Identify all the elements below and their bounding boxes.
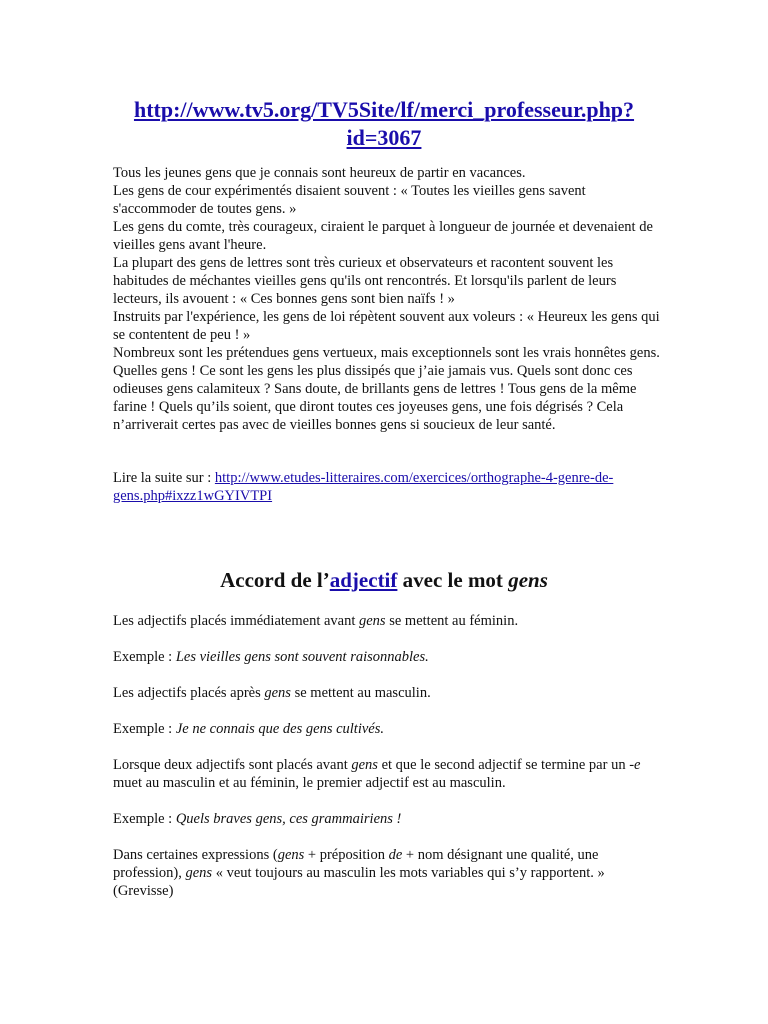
source-url-heading — [110, 96, 658, 152]
example-text: Je ne connais que des gens cultivés. — [175, 721, 384, 737]
example-label: Exemple : — [113, 811, 176, 827]
example-paragraph — [113, 648, 663, 666]
intro-line: Les gens du comte, très courageux, ciraient le parquet à longueur de journée et devenaient de vieilles gens avant l'heure. — [113, 219, 653, 253]
source-url-link[interactable] — [134, 97, 634, 150]
rule-text: Les adjectifs placés immédiatement avant — [113, 613, 359, 629]
example-paragraph — [113, 810, 663, 828]
rule-paragraph — [113, 756, 663, 792]
example-text: Les vieilles gens sont souvent raisonnables. — [175, 649, 429, 665]
intro-paragraph — [113, 164, 663, 434]
rule-text: Dans certaines expressions ( — [113, 847, 278, 863]
rule-paragraph — [113, 846, 663, 900]
rule-text: se mettent au féminin. — [385, 613, 519, 629]
intro-line: Quelles gens ! Ce sont les gens les plus dissipés que j’aie jamais vus. Quels sont donc ces odieuses gens calamiteux ? Sans doute, de brillants gens de lettres ! Tous gens de la même farine ! Quels qu’ils soient, que diront toutes ces joyeuses gens, une fois dégrisés ? Cela n’arriverait certes pas avec de vieilles bonnes gens si soucieux de leur santé. — [113, 363, 637, 433]
rule-text: + préposition — [304, 847, 389, 863]
intro-line: Instruits par l'expérience, les gens de loi répètent souvent aux voleurs : « Heureux les gens qui se contentent de peu ! » — [113, 309, 660, 343]
example-text: Quels braves gens, ces grammairiens ! — [175, 811, 402, 827]
rule-italic: gens — [351, 757, 378, 773]
rule-text: Lorsque deux adjectifs sont placés avant — [113, 757, 352, 773]
source-url-line1: http://www.tv5.org/TV5Site/lf/merci_professeur.php? — [133, 97, 635, 122]
example-label: Exemple : — [113, 721, 176, 737]
section-title — [110, 566, 658, 594]
read-more-line — [113, 469, 663, 505]
adjectif-link[interactable]: adjectif — [329, 568, 398, 592]
example-label: Exemple : — [113, 649, 176, 665]
intro-line: Tous les jeunes gens que je connais sont heureux de partir en vacances. — [113, 165, 526, 181]
read-more-prefix: Lire la suite sur : — [113, 470, 215, 486]
rule-paragraph — [113, 684, 663, 702]
rule-text: + nom désignant une qualité, une profession), — [113, 847, 599, 881]
rule-text: muet au masculin et au féminin, le premier adjectif est au masculin. — [113, 775, 506, 791]
rule-italic: gens — [264, 685, 291, 701]
intro-line: La plupart des gens de lettres sont très curieux et observateurs et racontent souvent les habitudes de méchantes vieilles gens qu'ils ont rencontrés. Et lorsqu'ils parlent de leurs lecteurs, ils avouent : « Ces bonnes gens sont bien naïfs ! » — [113, 255, 617, 307]
rule-text: « veut toujours au masculin les mots variables qui s’y rapportent. » (Grevisse) — [113, 865, 605, 899]
source-url-line2: id=3067 — [346, 125, 422, 150]
rule-italic: de — [388, 847, 403, 863]
rule-italic: gens — [277, 847, 305, 863]
rule-paragraph — [113, 612, 663, 630]
rule-italic: gens — [185, 865, 213, 881]
rule-text: Les adjectifs placés après — [113, 685, 265, 701]
section-title-prefix: Accord de l’ — [220, 568, 330, 592]
read-more-link[interactable]: http://www.etudes-litteraires.com/exercices/orthographe-4-genre-de-gens.php#ixzz1wGYIVTPI — [113, 470, 614, 504]
section-title-italic: gens — [508, 568, 548, 592]
rule-text: et que le second adjectif se termine par un - — [377, 757, 635, 773]
rule-text: se mettent au masculin. — [290, 685, 431, 701]
rules-body — [113, 612, 663, 918]
intro-line: Nombreux sont les prétendues gens vertueux, mais exceptionnels sont les vrais honnêtes gens. — [113, 345, 660, 361]
intro-line: Les gens de cour expérimentés disaient souvent : « Toutes les vieilles gens savent s'accommoder de toutes gens. » — [113, 183, 586, 217]
example-paragraph — [113, 720, 663, 738]
section-title-middle: avec le mot — [397, 568, 509, 592]
rule-italic: gens — [359, 613, 386, 629]
rule-italic: e — [634, 757, 641, 773]
